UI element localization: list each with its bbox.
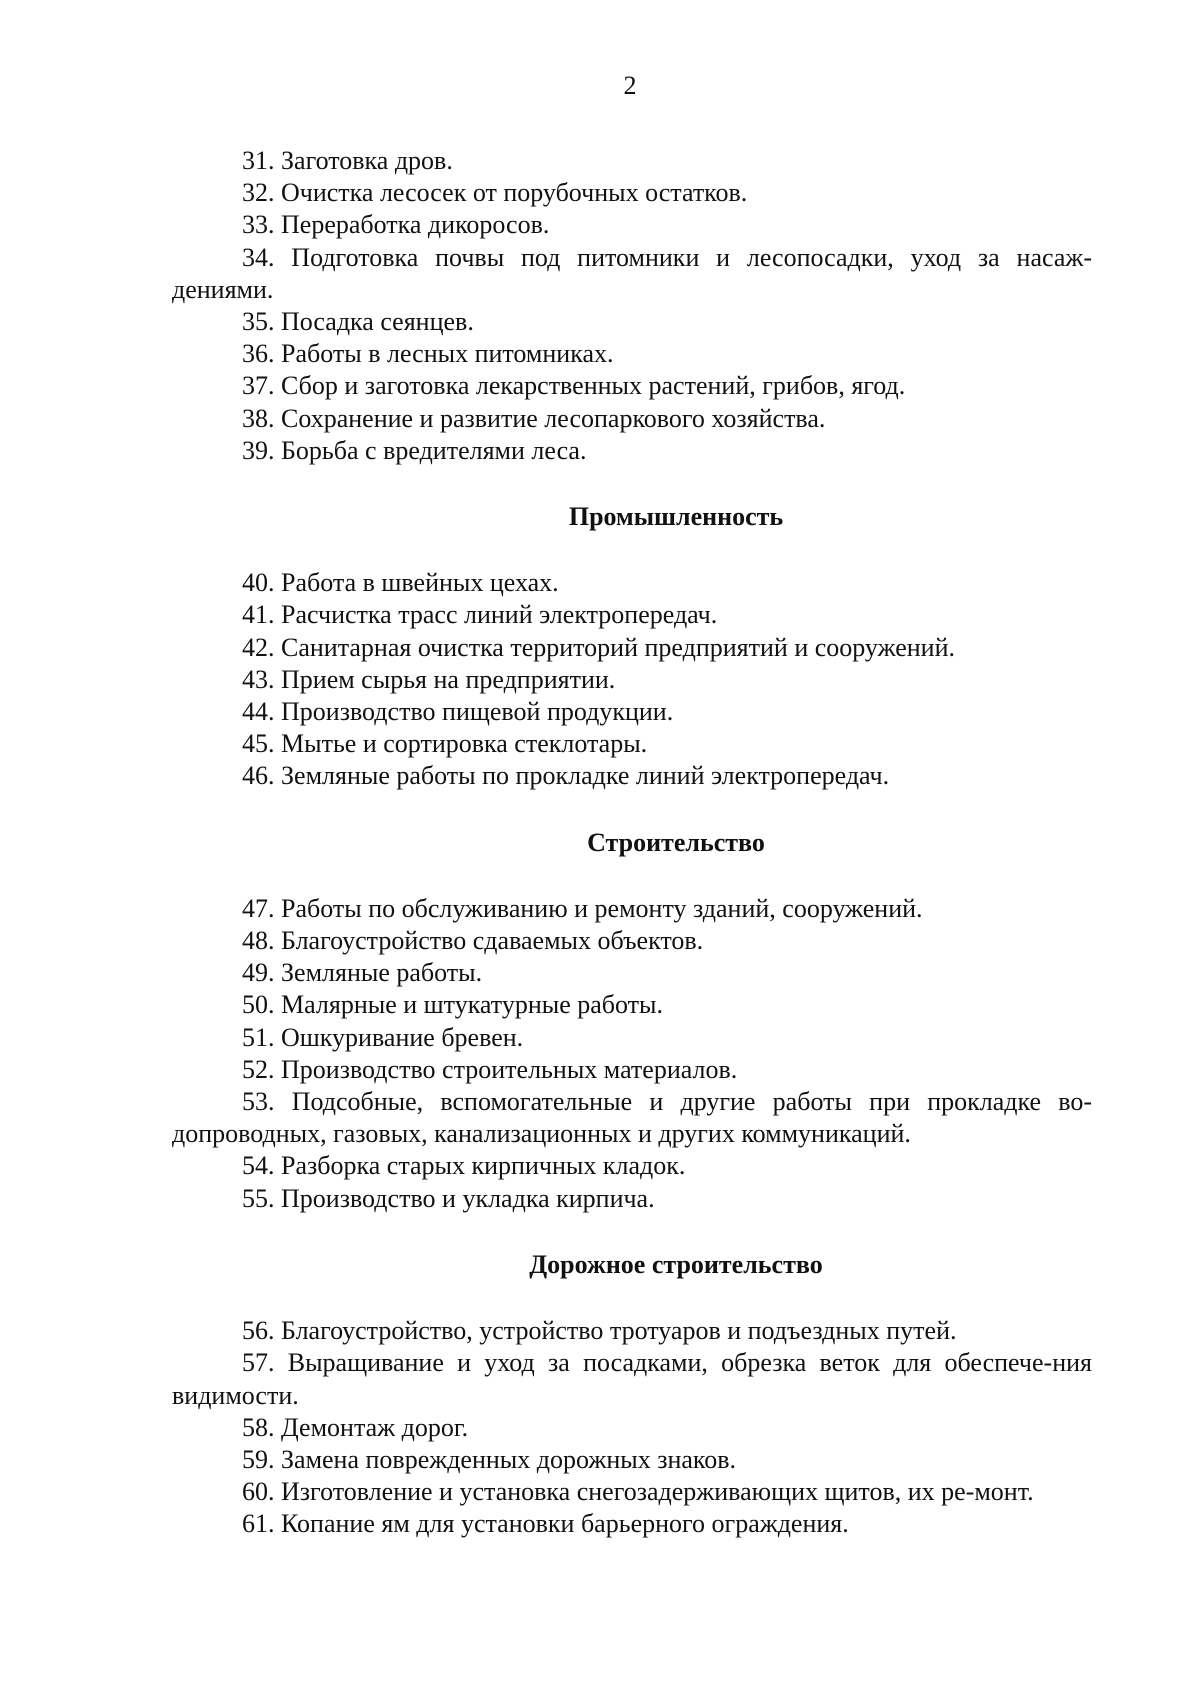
list-item: 57. Выращивание и уход за посадками, обрезка веток для обеспече-ния видимости. <box>172 1348 1092 1410</box>
list-item: 48. Благоустройство сдаваемых объектов. <box>242 926 704 956</box>
list-item: 34. Подготовка почвы под питомники и лесопосадки, уход за насаж-дениями. <box>172 242 1092 304</box>
section-heading-road-construction: Дорожное строительство <box>529 1249 823 1279</box>
list-item: 59. Замена поврежденных дорожных знаков. <box>242 1444 737 1474</box>
list-item: 40. Работа в швейных цехах. <box>242 568 559 598</box>
list-item: 43. Прием сырья на предприятии. <box>242 664 616 694</box>
list-item: 38. Сохранение и развитие лесопаркового хозяйства. <box>242 403 826 433</box>
list-item: 51. Ошкуривание бревен. <box>242 1022 524 1052</box>
list-item: 37. Сбор и заготовка лекарственных растений, грибов, ягод. <box>242 371 906 401</box>
list-item: 44. Производство пищевой продукции. <box>242 697 674 727</box>
list-item: 50. Малярные и штукатурные работы. <box>242 990 664 1020</box>
list-item: 35. Посадка сеянцев. <box>242 307 474 337</box>
list-item: 45. Мытье и сортировка стеклотары. <box>242 729 648 759</box>
list-item: 56. Благоустройство, устройство тротуаров и подъездных путей. <box>242 1316 957 1346</box>
list-item: 42. Санитарная очистка территорий предприятий и сооружений. <box>242 632 955 662</box>
list-item: 60. Изготовление и установка снегозадерживающих щитов, их ре-монт. <box>242 1477 1034 1507</box>
list-item: 52. Производство строительных материалов. <box>242 1054 738 1084</box>
list-item: 31. Заготовка дров. <box>242 146 453 175</box>
section-heading-construction: Строительство <box>587 827 765 857</box>
list-item: 49. Земляные работы. <box>242 958 483 988</box>
list-item: 55. Производство и укладка кирпича. <box>242 1183 655 1213</box>
list-item: 53. Подсобные, вспомогательные и другие работы при прокладке во-допроводных, газовых, канализационных и других коммуникаций. <box>172 1087 1092 1149</box>
list-item: 46. Земляные работы по прокладке линий электропередач. <box>242 761 890 791</box>
list-item: 47. Работы по обслуживанию и ремонту зданий, сооружений. <box>242 893 923 923</box>
list-item: 39. Борьба с вредителями леса. <box>242 435 587 465</box>
section-heading-industry: Промышленность <box>568 502 784 532</box>
document-content <box>172 145 1092 1541</box>
list-item: 36. Работы в лесных питомниках. <box>242 339 614 369</box>
list-item: 61. Копание ям для установки барьерного ограждения. <box>242 1509 849 1539</box>
list-item: 58. Демонтаж дорог. <box>242 1412 469 1442</box>
list-item: 41. Расчистка трасс линий электропередач. <box>242 600 718 630</box>
list-item: 33. Переработка дикоросов. <box>242 210 550 240</box>
list-item: 32. Очистка лесосек от порубочных остатков. <box>242 178 748 208</box>
list-item: 54. Разборка старых кирпичных кладок. <box>242 1151 686 1181</box>
page-number: 2 <box>623 71 637 100</box>
